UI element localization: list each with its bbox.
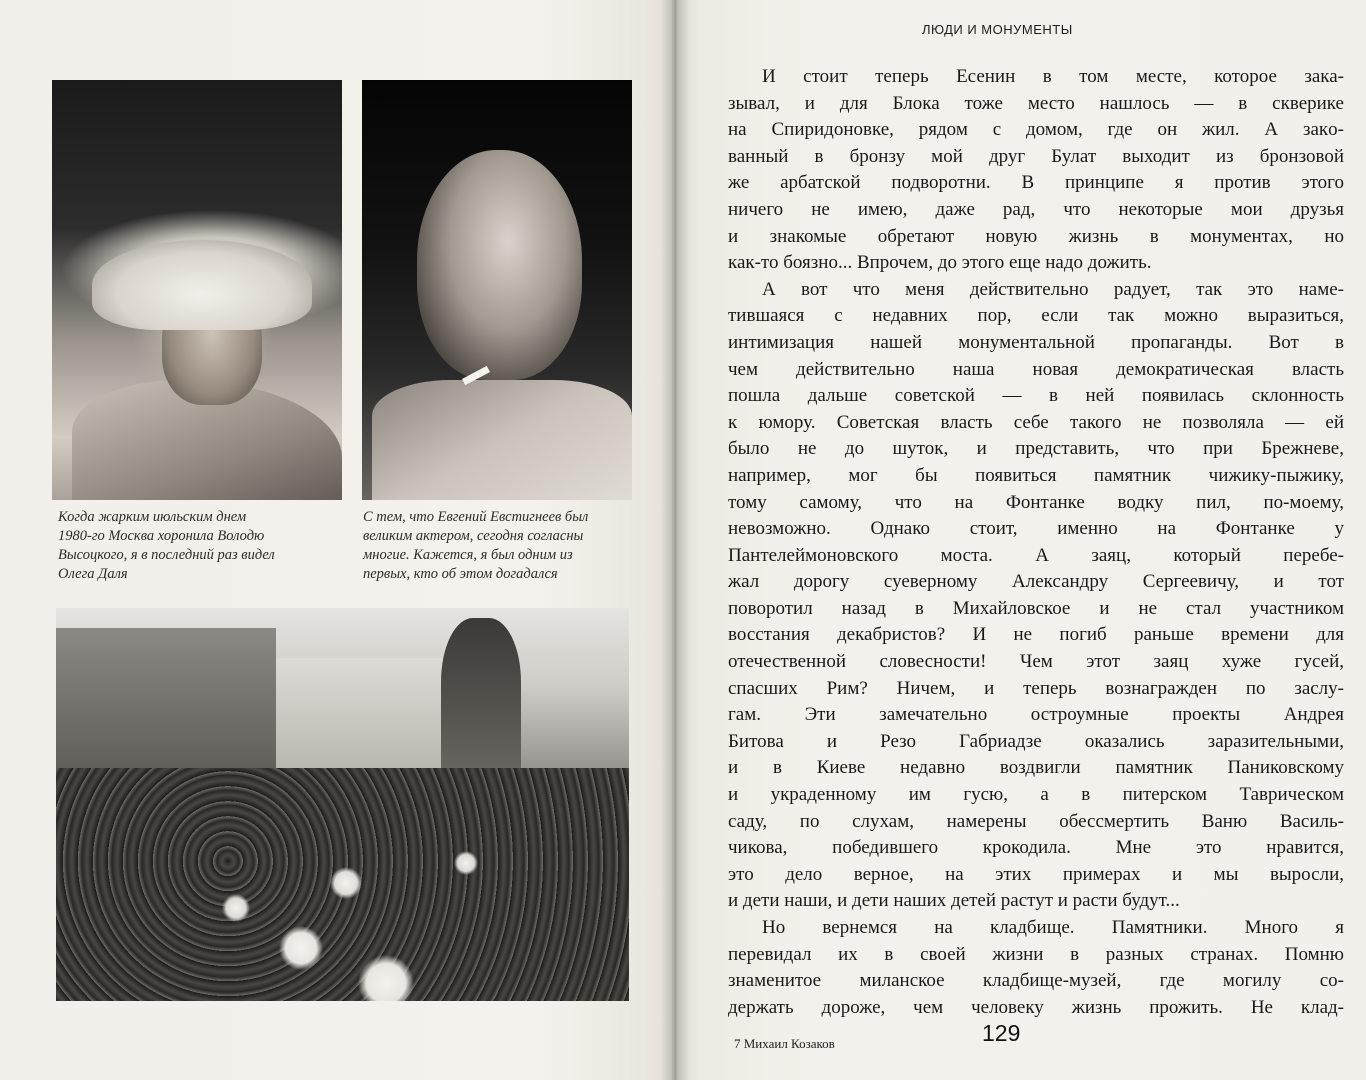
text-line: на Спиридоновке, рядом с домом, где он жил. А закo-	[728, 119, 1344, 141]
footer-author: 7 Михаил Козаков	[734, 1036, 835, 1051]
text-line: ничего не имею, даже рад, что некоторые мои друзья	[728, 198, 1344, 220]
text-line: знаменитое миланское кладбище-музей, где могилу со-	[728, 970, 1344, 992]
text-line: пошла дальше советской — в ней появилась склонность	[728, 385, 1344, 407]
text-line: и в Киеве недавно воздвигли памятник Паниковскому	[728, 757, 1344, 779]
caption-line: Высоцкого, я в последний раз видел	[58, 547, 275, 563]
text-line: же арбатской подворотни. В принципе я против этого	[728, 172, 1344, 194]
book-gutter	[660, 0, 690, 1080]
caption-right-photo	[363, 508, 631, 584]
text-line: это дело верное, на этих примерах и мы выросли,	[728, 863, 1344, 885]
portrait-photo-cap	[52, 80, 342, 500]
text-line: было не до шуток, и представить, что при Брежневе,	[728, 438, 1344, 460]
text-line: Но вернемся на кладбище. Памятники. Много я	[762, 917, 1344, 938]
photo-crowd	[56, 768, 629, 1001]
text-line: интимизация нашей монументальной пропаганды. Вот в	[728, 331, 1344, 353]
photo-shirt	[372, 380, 632, 500]
text-line: например, мог бы появиться памятник чижику-пыжику,	[728, 464, 1344, 486]
text-line: Битова и Резо Габриадзе оказались заразительными,	[728, 730, 1344, 752]
text-line: жал дорогу суеверному Александру Сергеевичу, и тот	[728, 571, 1344, 593]
photo-church	[441, 618, 521, 778]
text-line: зывал, и для Блока тоже место нашлось — в скверике	[728, 92, 1344, 114]
text-line: Пантелеймоновского моста. А заяц, который перебе-	[728, 544, 1344, 566]
caption-line: Олега Даля	[58, 566, 128, 582]
caption-left-photo	[58, 508, 338, 584]
photo-face	[417, 150, 582, 380]
caption-line: С тем, что Евгений Евстигнеев был	[363, 509, 589, 525]
text-line: гам. Эти замечательно остроумные проекты Андрея	[728, 704, 1344, 726]
text-line: держать дороже, чем человеку жизнь прожить. Не клад-	[728, 996, 1344, 1018]
text-line: к юмору. Советская власть себе такого не позволяла — ей	[728, 411, 1344, 433]
text-line: тившаяся с недавних пор, если так можно выразиться,	[728, 305, 1344, 327]
text-line: чикова, победившего крокодила. Мне это нравится,	[728, 837, 1344, 859]
caption-line: первых, кто об этом догадался	[363, 566, 558, 582]
photo-building	[276, 658, 466, 778]
text-line: как-то боязно... Впрочем, до этого еще надо дожить.	[728, 252, 1152, 274]
body-text	[728, 64, 1344, 1021]
running-head: ЛЮДИ И МОНУМЕНТЫ	[922, 22, 1073, 37]
caption-line: великим актером, сегодня согласны	[363, 528, 584, 544]
caption-line: многие. Кажется, я был одним из	[363, 547, 573, 563]
photo-cap	[92, 240, 312, 330]
text-line: и украденному им гусю, а в питерском Таврическом	[728, 784, 1344, 806]
text-line: перевидал их в своей жизни в разных странах. Помню	[728, 943, 1344, 965]
portrait-photo-cigarette	[362, 80, 632, 500]
text-line: спасших Рим? Ничем, и теперь вознагражден по заслу-	[728, 677, 1344, 699]
text-line: тому самому, что на Фонтанке водку пил, по-моему,	[728, 491, 1344, 513]
photo-building	[56, 628, 276, 778]
text-line: и знакомые обретают новую жизнь в монументах, но	[728, 225, 1344, 247]
caption-line: Когда жарким июльским днем	[58, 509, 247, 525]
text-line: невозможно. Однако стоит, именно на Фонтанке у	[728, 518, 1344, 540]
text-line: И стоит теперь Есенин в том месте, которое зака-	[762, 66, 1344, 87]
text-line: саду, по слухам, намерены обессмертить Ваню Василь-	[728, 810, 1344, 832]
caption-line: 1980-го Москва хоронила Володю	[58, 528, 265, 544]
text-line: А вот что меня действительно радует, так это наме-	[762, 278, 1344, 300]
crowd-photo	[56, 608, 629, 1001]
text-line: и дети наши, и дети наших детей растут и расти будут...	[728, 890, 1180, 912]
page-number: 129	[982, 1020, 1021, 1046]
text-line: чем действительно наша новая демократическая власть	[728, 358, 1344, 380]
text-line: поворотил назад в Михайловское и не стал участником	[728, 597, 1344, 619]
text-line: отечественной словесности! Чем этот заяц хуже гусей,	[728, 651, 1344, 673]
text-line: восстания декабристов? И не погиб раньше времени для	[728, 624, 1344, 646]
left-page	[0, 0, 672, 1080]
text-line: ванный в бронзу мой друг Булат выходит из бронзовой	[728, 145, 1344, 167]
